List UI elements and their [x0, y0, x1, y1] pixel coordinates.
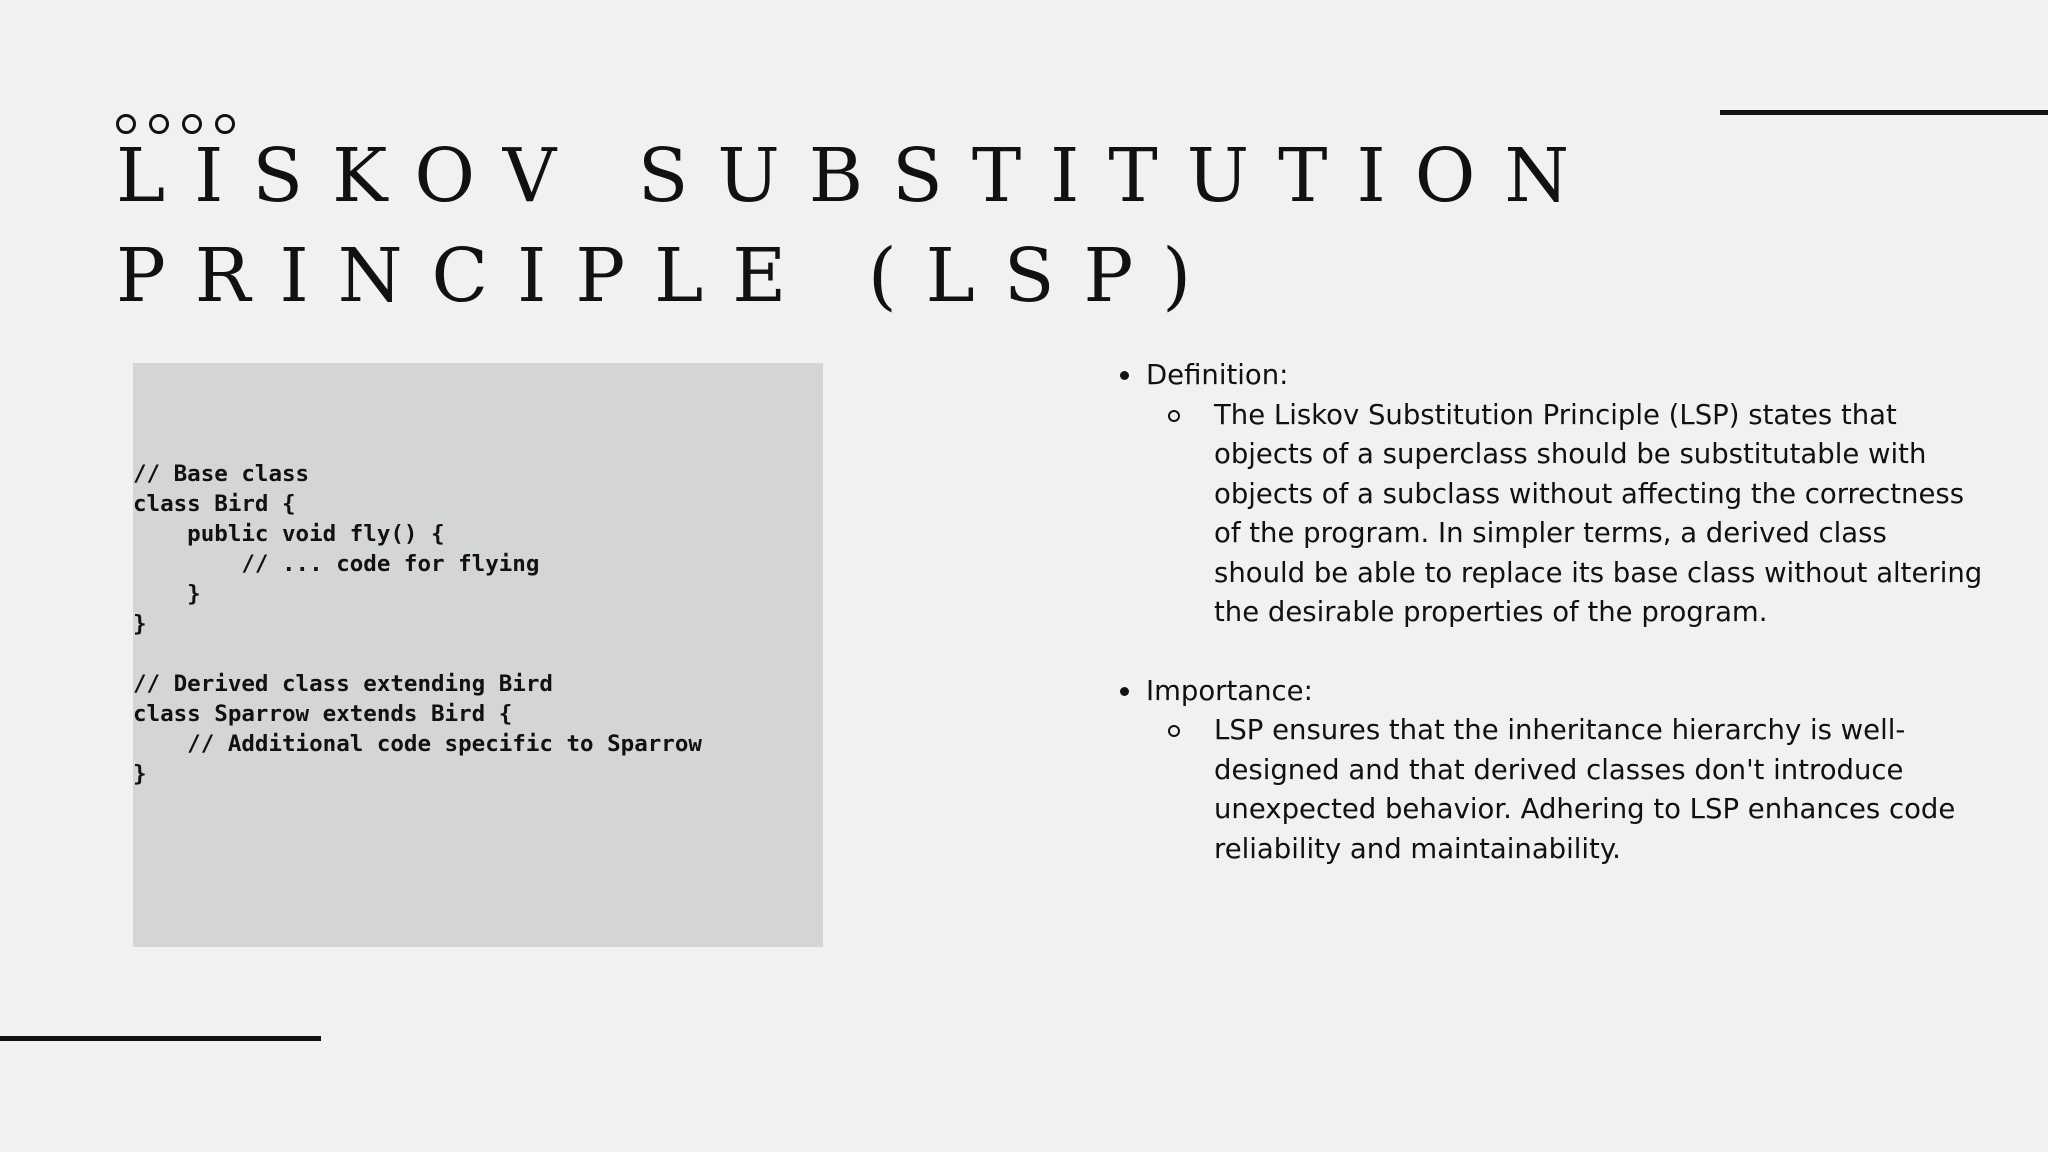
sub-bullet-text: LSP ensures that the inheritance hierarchy is well-designed and that derived classes don't introduce unexpected behavior. Adhering to LSP enhances code reliability and maintainability. [1214, 714, 1956, 865]
bullet-item-importance [1118, 672, 1948, 712]
sub-bullet-importance [1118, 711, 1956, 869]
code-block: // Base class class Bird { public void fly() { // ... code for flying } } // Derived class extending Bird class Sparrow extends Bird { // Additional code specific to Sparrow } [133, 461, 702, 787]
code-panel [133, 363, 823, 947]
slide-title-line2: PRINCIPLE (LSP) [116, 233, 1221, 319]
sub-bullet-definition [1118, 396, 1983, 633]
slide-title [116, 126, 1616, 326]
bottom-left-divider [0, 1036, 321, 1041]
bullet-label: Definition: [1146, 359, 1289, 391]
hollow-bullet-icon [1168, 410, 1180, 422]
hollow-bullet-icon [1168, 725, 1180, 737]
bullet-label: Importance: [1146, 674, 1313, 707]
bullet-dot-icon [1120, 371, 1129, 380]
sub-bullet-text: The Liskov Substitution Principle (LSP) states that objects of a superclass should be substitutable with objects of a subclass without affecting the correctness of the program. In simpler terms, a derived class should be able to replace its base class without altering the desirable properties of the program. [1214, 398, 1983, 628]
bullet-item-definition [1118, 356, 1948, 396]
bullet-dot-icon [1120, 687, 1129, 696]
top-right-divider [1720, 110, 2048, 115]
bullet-list [1118, 356, 1983, 869]
slide-title-line1: LISKOV SUBSTITUTION [116, 133, 1599, 219]
